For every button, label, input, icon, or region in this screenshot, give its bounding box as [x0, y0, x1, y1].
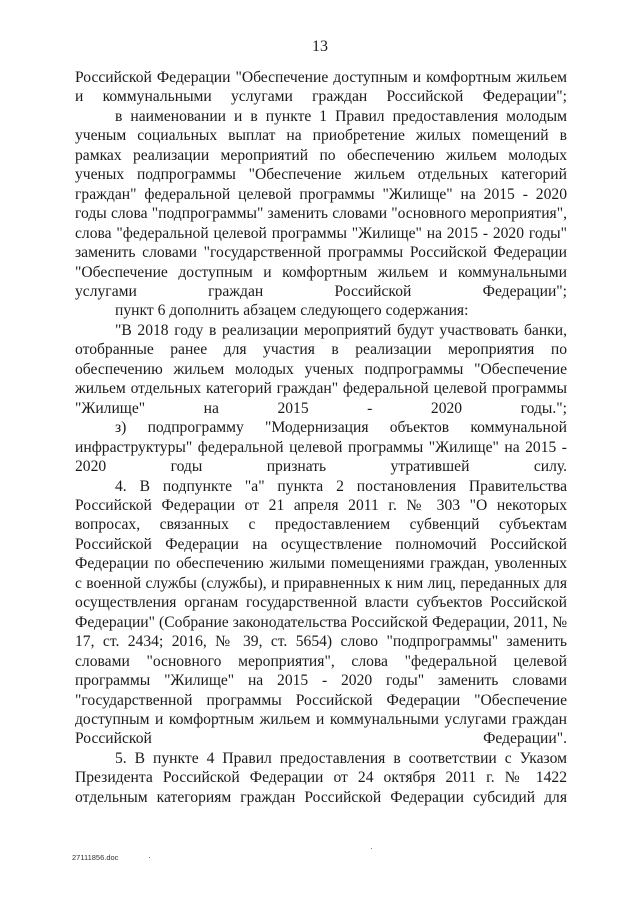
scan-speck: [149, 857, 150, 858]
paragraph-quote-2018: "В 2018 году в реализации мероприятий будут участвовать банки, отобранные ранее для участия в реализации мероприятия по обеспечению жильем молодых ученых подпрограммы "Обеспечение жильем отдельных категорий граждан" федеральной целевой программы "Жилище" на 2015 - 2020 годы.";: [75, 321, 567, 417]
paragraph-item-4: 4. В подпункте "а" пункта 2 постановления Правительства Российской Федерации от 21 апреля 2011 г. № 303 "О некоторых вопросах, связанных с предоставлением субвенций субъектам Российской Федерации на осуществление полномочий Российской Федерации по обеспечению жилыми помещениями граждан, уволенных с военной службы (службы), и приравненных к ним лиц, переданных для осуществления органам государственной власти субъектов Российской Федерации" (Собрание законодательства Российской Федерации, 2011, № 17, ст. 2434; 2016, № 39, ст. 5654) слово "подпрограммы" заменить словами "основного мероприятия", слова "федеральной целевой программы "Жилище" на 2015 - 2020 годы" заменить словами "государственной программы Российской Федерации "Обеспечение доступным и комфортным жильем и коммунальными услугами граждан Российской Федерации".: [75, 477, 567, 748]
scan-speck: [371, 848, 372, 849]
paragraph-continuation: Российской Федерации "Обеспечение доступным и комфортным жильем и коммунальными услугами граждан Российской Федерации";: [75, 69, 567, 106]
document-body: [75, 68, 567, 807]
paragraph-naming-change: в наименовании и в пункте 1 Правил предоставления молодым ученым социальных выплат на приобретение жилых помещений в рамках реализации мероприятий по обеспечению жильем молодых ученых подпрограммы "Обеспечение жильем отдельных категорий граждан" федеральной целевой программы "Жилище" на 2015 - 2020 годы слова "подпрограммы" заменить словами "основного мероприятия", слова "федеральной целевой программы "Жилище" на 2015 - 2020 годы" заменить словами "государственной программы Российской Федерации "Обеспечение доступным и комфортным жильем и коммунальными услугами граждан Российской Федерации";: [75, 107, 567, 300]
paragraph-subprogram-z: з) подпрограмму "Модернизация объектов коммунальной инфраструктуры" федеральной целевой программы "Жилище" на 2015 - 2020 годы признать утратившей силу.: [75, 419, 567, 476]
document-filename: 27111856.doc: [72, 853, 119, 862]
paragraph-point-6: пункт 6 дополнить абзацем следующего содержания:: [115, 302, 469, 320]
page-number: 13: [312, 38, 328, 55]
paragraph-item-5: 5. В пункте 4 Правил предоставления в соответствии с Указом Президента Российской Федерации от 24 октября 2011 г. № 1422 отдельным категориям граждан Российской Федерации субсидий для: [75, 749, 567, 806]
